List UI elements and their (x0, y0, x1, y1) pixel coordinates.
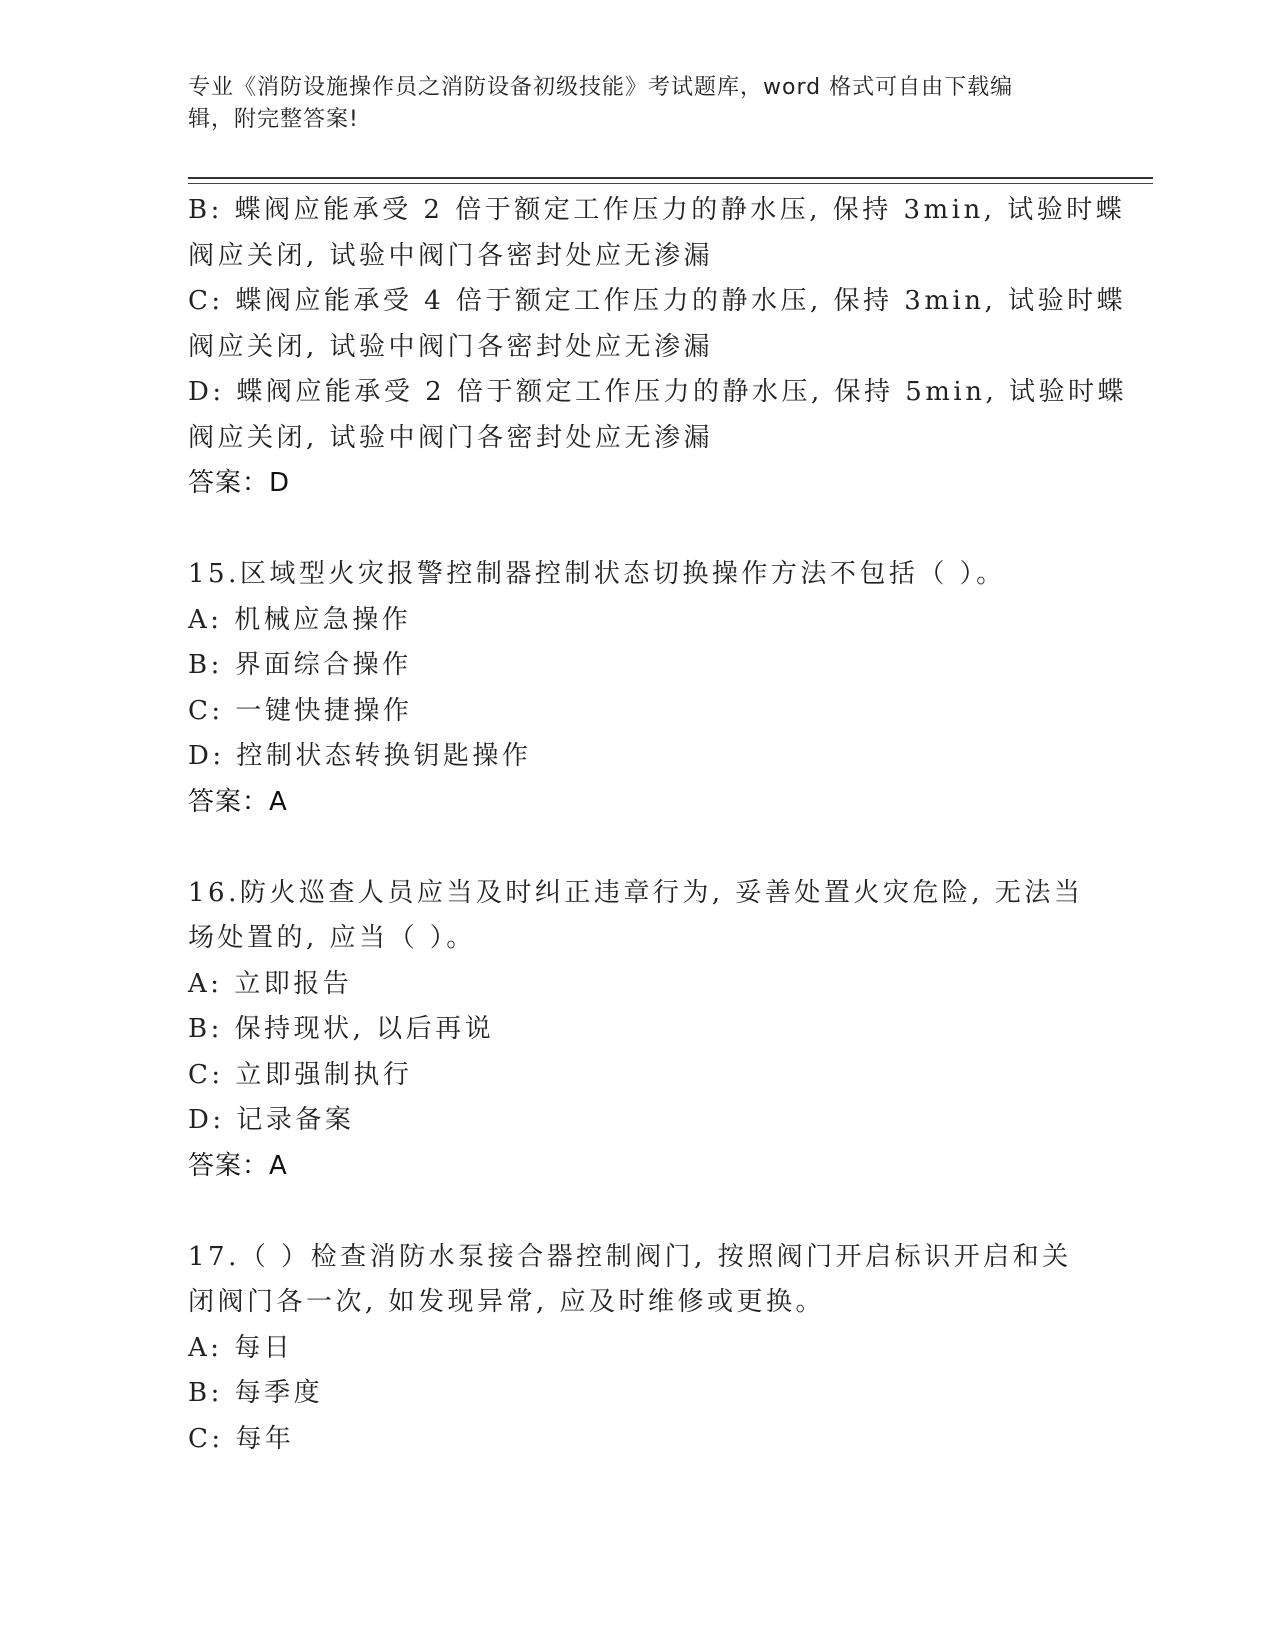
question-15-option-b: B: 界面综合操作 (188, 650, 412, 680)
question-16-stem-line-2: 场处置的, 应当（ ）。 (188, 923, 476, 953)
question-14-tail (188, 188, 1128, 507)
question-17-option-c: C: 每年 (188, 1423, 295, 1454)
header-line-2: 辑，附完整答案! (188, 107, 359, 132)
question-15-option-c: C: 一键快捷操作 (188, 695, 413, 726)
question-16-option-b: B: 保持现状, 以后再说 (188, 1014, 495, 1044)
header-divider-thin (188, 183, 1153, 184)
spacer (188, 825, 1088, 871)
option-c-line-2: 阀应关闭, 试验中阀门各密封处应无渗漏 (188, 331, 714, 362)
spacer (188, 507, 1088, 553)
question-17-option-b: B: 每季度 (188, 1378, 324, 1408)
question-content (188, 188, 1128, 1462)
question-16-stem-line-1: 16.防火巡查人员应当及时纠正违章行为, 妥善处置火灾危险, 无法当 (188, 877, 1084, 908)
option-d-line-2: 阀应关闭, 试验中阀门各密封处应无渗漏 (188, 422, 714, 453)
question-17-stem-line-1: 17.（ ）检查消防水泵接合器控制阀门, 按照阀门开启标识开启和关 (188, 1241, 1072, 1272)
question-15-stem: 15.区域型火灾报警控制器控制状态切换操作方法不包括（ ）。 (188, 559, 1006, 589)
question-16-option-d: D: 记录备案 (188, 1105, 355, 1135)
option-d-line-1: D: 蝶阀应能承受 2 倍于额定工作压力的静水压, 保持 5min, 试验时蝶 (188, 377, 1128, 407)
option-c-line-1: C: 蝶阀应能承受 4 倍于额定工作压力的静水压, 保持 3min, 试验时蝶 (188, 286, 1127, 316)
question-17 (188, 1235, 1088, 1463)
option-b-line-1: B: 蝶阀应能承受 2 倍于额定工作压力的静水压, 保持 3min, 试验时蝶 (188, 195, 1126, 225)
question-15 (188, 552, 1088, 825)
spacer (188, 1189, 1088, 1235)
question-17-stem-line-2: 闭阀门各一次, 如发现异常, 应及时维修或更换。 (188, 1287, 826, 1317)
answer-14: 答案：D (188, 468, 291, 498)
document-header (188, 72, 1068, 136)
option-b-line-2: 阀应关闭, 试验中阀门各密封处应无渗漏 (188, 240, 714, 271)
question-16 (188, 871, 1088, 1190)
answer-15: 答案：A (188, 786, 288, 817)
answer-16: 答案：A (188, 1150, 288, 1181)
question-16-option-c: C: 立即强制执行 (188, 1059, 413, 1090)
question-17-option-a: A: 每日 (188, 1332, 294, 1363)
header-line-1: 专业《消防设施操作员之消防设备初级技能》考试题库，word 格式可自由下载编 (188, 75, 1014, 100)
question-15-option-d: D: 控制状态转换钥匙操作 (188, 741, 532, 771)
question-15-option-a: A: 机械应急操作 (188, 604, 412, 635)
question-16-option-a: A: 立即报告 (188, 968, 353, 999)
header-divider-thick (188, 177, 1153, 179)
